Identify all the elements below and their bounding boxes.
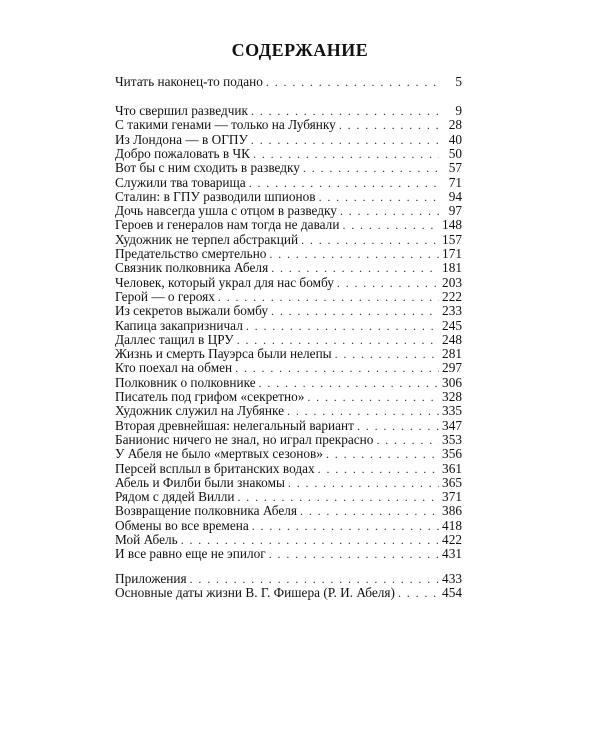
toc-entry-page: 306 — [442, 374, 462, 390]
toc-entry-title: Герой — о героях — [115, 288, 215, 304]
toc-entry-page: 222 — [442, 288, 462, 304]
toc-entry-title: Мой Абель — [115, 532, 178, 547]
toc-entry-page: 297 — [442, 360, 462, 376]
toc-entry-title: Основные даты жизни В. Г. Фишера (Р. И. Абеля) — [115, 585, 395, 601]
toc-entry-page: 361 — [442, 460, 462, 476]
toc-entry-page: 57 — [448, 160, 462, 176]
toc-entry-page: 28 — [448, 117, 462, 133]
toc-entry-page: 248 — [442, 331, 462, 347]
toc-entry-title: Добро пожаловать в ЧК — [115, 145, 251, 161]
page-title: СОДЕРЖАНИЕ — [231, 40, 369, 60]
toc-entry-page: 422 — [442, 532, 462, 547]
toc-entry-title: Абель и Филби были знакомы — [115, 474, 285, 490]
toc-entry-title: Сталин: в ГПУ разводили шпионов — [115, 188, 316, 204]
toc-entry-page: 347 — [442, 417, 462, 433]
toc-entry-page: 71 — [448, 174, 462, 190]
toc-entry-page: 40 — [448, 131, 462, 147]
toc-entry-page: 454 — [442, 585, 462, 601]
toc-entry-page: 9 — [455, 103, 462, 118]
toc-entry-title: Капица закапризничал — [115, 317, 243, 333]
toc-entry-title: Обмены во все времена — [115, 517, 249, 533]
toc-entry[interactable] — [115, 546, 462, 562]
toc-dot-leader — [269, 546, 439, 562]
toc-entry-page: 371 — [442, 489, 462, 505]
toc-entry-title: Предательство смертельно — [115, 246, 267, 261]
toc-entry-page: 353 — [442, 431, 462, 447]
toc-entry-page: 431 — [442, 546, 462, 562]
toc-entry-title: Читать наконец-то подано — [115, 74, 263, 89]
toc-entry-title: Рядом с дядей Вилли — [115, 489, 235, 505]
toc-entry-title: Полковник о полковнике — [115, 374, 256, 390]
toc-entry-title: С такими генами — только на Лубянку — [115, 117, 336, 133]
toc-entry-page: 97 — [448, 203, 462, 219]
toc-entry-title: Героев и генералов нам тогда не давали — [115, 217, 340, 233]
toc-entry-page: 181 — [442, 260, 462, 276]
toc-entry[interactable] — [115, 74, 462, 90]
toc-entry-title: Персей всплыл в британских водах — [115, 460, 315, 476]
toc-entry-page: 233 — [442, 303, 462, 319]
toc-entry-title: Связник полковника Абеля — [115, 260, 269, 276]
toc-entry-title: Приложения — [115, 571, 187, 586]
toc-entry-page: 356 — [442, 446, 462, 462]
toc-entry-page: 328 — [442, 389, 462, 404]
toc-entry-page: 157 — [442, 231, 462, 247]
toc-entry-page: 148 — [442, 217, 462, 233]
toc-entry-title: Жизнь и смерть Пауэрса были нелепы — [115, 346, 332, 362]
toc-entry-title: Что свершил разведчик — [115, 103, 248, 118]
toc-entry-page: 171 — [442, 246, 462, 261]
toc-entry-title: И все равно еще не эпилог — [115, 546, 266, 562]
toc-entry-page: 245 — [442, 317, 462, 333]
toc-entry-title: Возвращение полковника Абеля — [115, 503, 298, 519]
toc-entry-page: 335 — [442, 403, 462, 419]
toc-entry[interactable] — [115, 585, 462, 601]
toc-entry-title: Человек, который украл для нас бомбу — [115, 274, 334, 290]
toc-entry-title: Из Лондона — в ОГПУ — [115, 131, 248, 147]
toc-entry-page: 281 — [442, 346, 462, 362]
toc-entry-title: Кто поехал на обмен — [115, 360, 233, 376]
toc-entry-page: 203 — [442, 274, 462, 290]
toc-dot-leader — [398, 585, 439, 601]
toc-entry-title: Вот бы с ним сходить в разведку — [115, 160, 300, 176]
toc-entry-page: 418 — [442, 517, 462, 533]
toc-entry-title: Художник не терпел абстракций — [115, 231, 299, 247]
toc-entry-title: Из секретов выжали бомбу — [115, 303, 269, 319]
toc-entry-title: Даллес тащил в ЦРУ — [115, 331, 234, 347]
toc-entry-title: У Абеля не было «мертвых сезонов» — [115, 446, 323, 462]
toc-entry-title: Дочь навсегда ушла с отцом в разведку — [115, 203, 337, 219]
toc-entry-title: Художник служил на Лубянке — [115, 403, 285, 419]
toc-entry-page: 433 — [442, 571, 462, 586]
toc-entry-page: 386 — [442, 503, 462, 519]
toc-entry-title: Банионис ничего не знал, но играл прекрасно — [115, 431, 374, 447]
toc-entry-page: 5 — [455, 74, 462, 89]
toc-entry-title: Писатель под грифом «секретно» — [115, 389, 305, 404]
toc-entry-title: Вторая древнейшая: нелегальный вариант — [115, 417, 354, 433]
toc-entry-page: 365 — [442, 474, 462, 490]
toc-entry-page: 50 — [448, 145, 462, 161]
toc-dot-leader — [266, 74, 439, 90]
toc-entry-page: 94 — [448, 188, 462, 204]
toc-entry-title: Служили тва товарища — [115, 174, 246, 190]
